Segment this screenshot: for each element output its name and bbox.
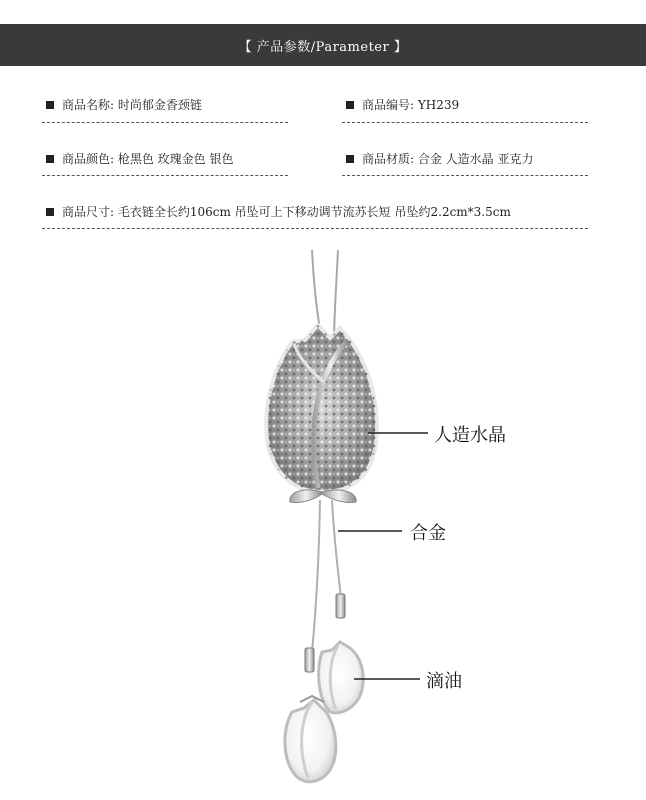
- necklace-product-image: [0, 240, 646, 800]
- divider: [342, 175, 588, 176]
- callout-crystal: 人造水晶: [434, 425, 506, 446]
- param-name-text: 商品名称: 时尚郁金香颈链: [62, 98, 202, 112]
- param-code-text: 商品编号: YH239: [362, 98, 460, 112]
- callout-alloy: 合金: [410, 523, 446, 544]
- bullet-square-icon: [346, 101, 354, 109]
- param-size: [46, 203, 511, 220]
- callout-enamel: 滴油: [426, 671, 462, 692]
- header-title: 【 产品参数/Parameter 】: [238, 39, 408, 55]
- param-color: [46, 150, 234, 167]
- parameter-header: [0, 24, 646, 66]
- param-name: [46, 96, 202, 113]
- bullet-square-icon: [346, 155, 354, 163]
- param-code: [346, 96, 459, 113]
- divider: [42, 228, 588, 229]
- divider: [42, 175, 288, 176]
- divider: [342, 122, 588, 123]
- param-size-text: 商品尺寸: 毛衣链全长约106cm 吊坠可上下移动调节流苏长短 吊坠约2.2cm*3.5cm: [62, 205, 511, 219]
- bullet-square-icon: [46, 155, 54, 163]
- bullet-square-icon: [46, 208, 54, 216]
- param-material: [346, 150, 534, 167]
- param-color-text: 商品颜色: 枪黑色 玫瑰金色 银色: [62, 152, 234, 166]
- divider: [42, 122, 288, 123]
- bullet-square-icon: [46, 101, 54, 109]
- param-material-text: 商品材质: 合金 人造水晶 亚克力: [362, 152, 534, 166]
